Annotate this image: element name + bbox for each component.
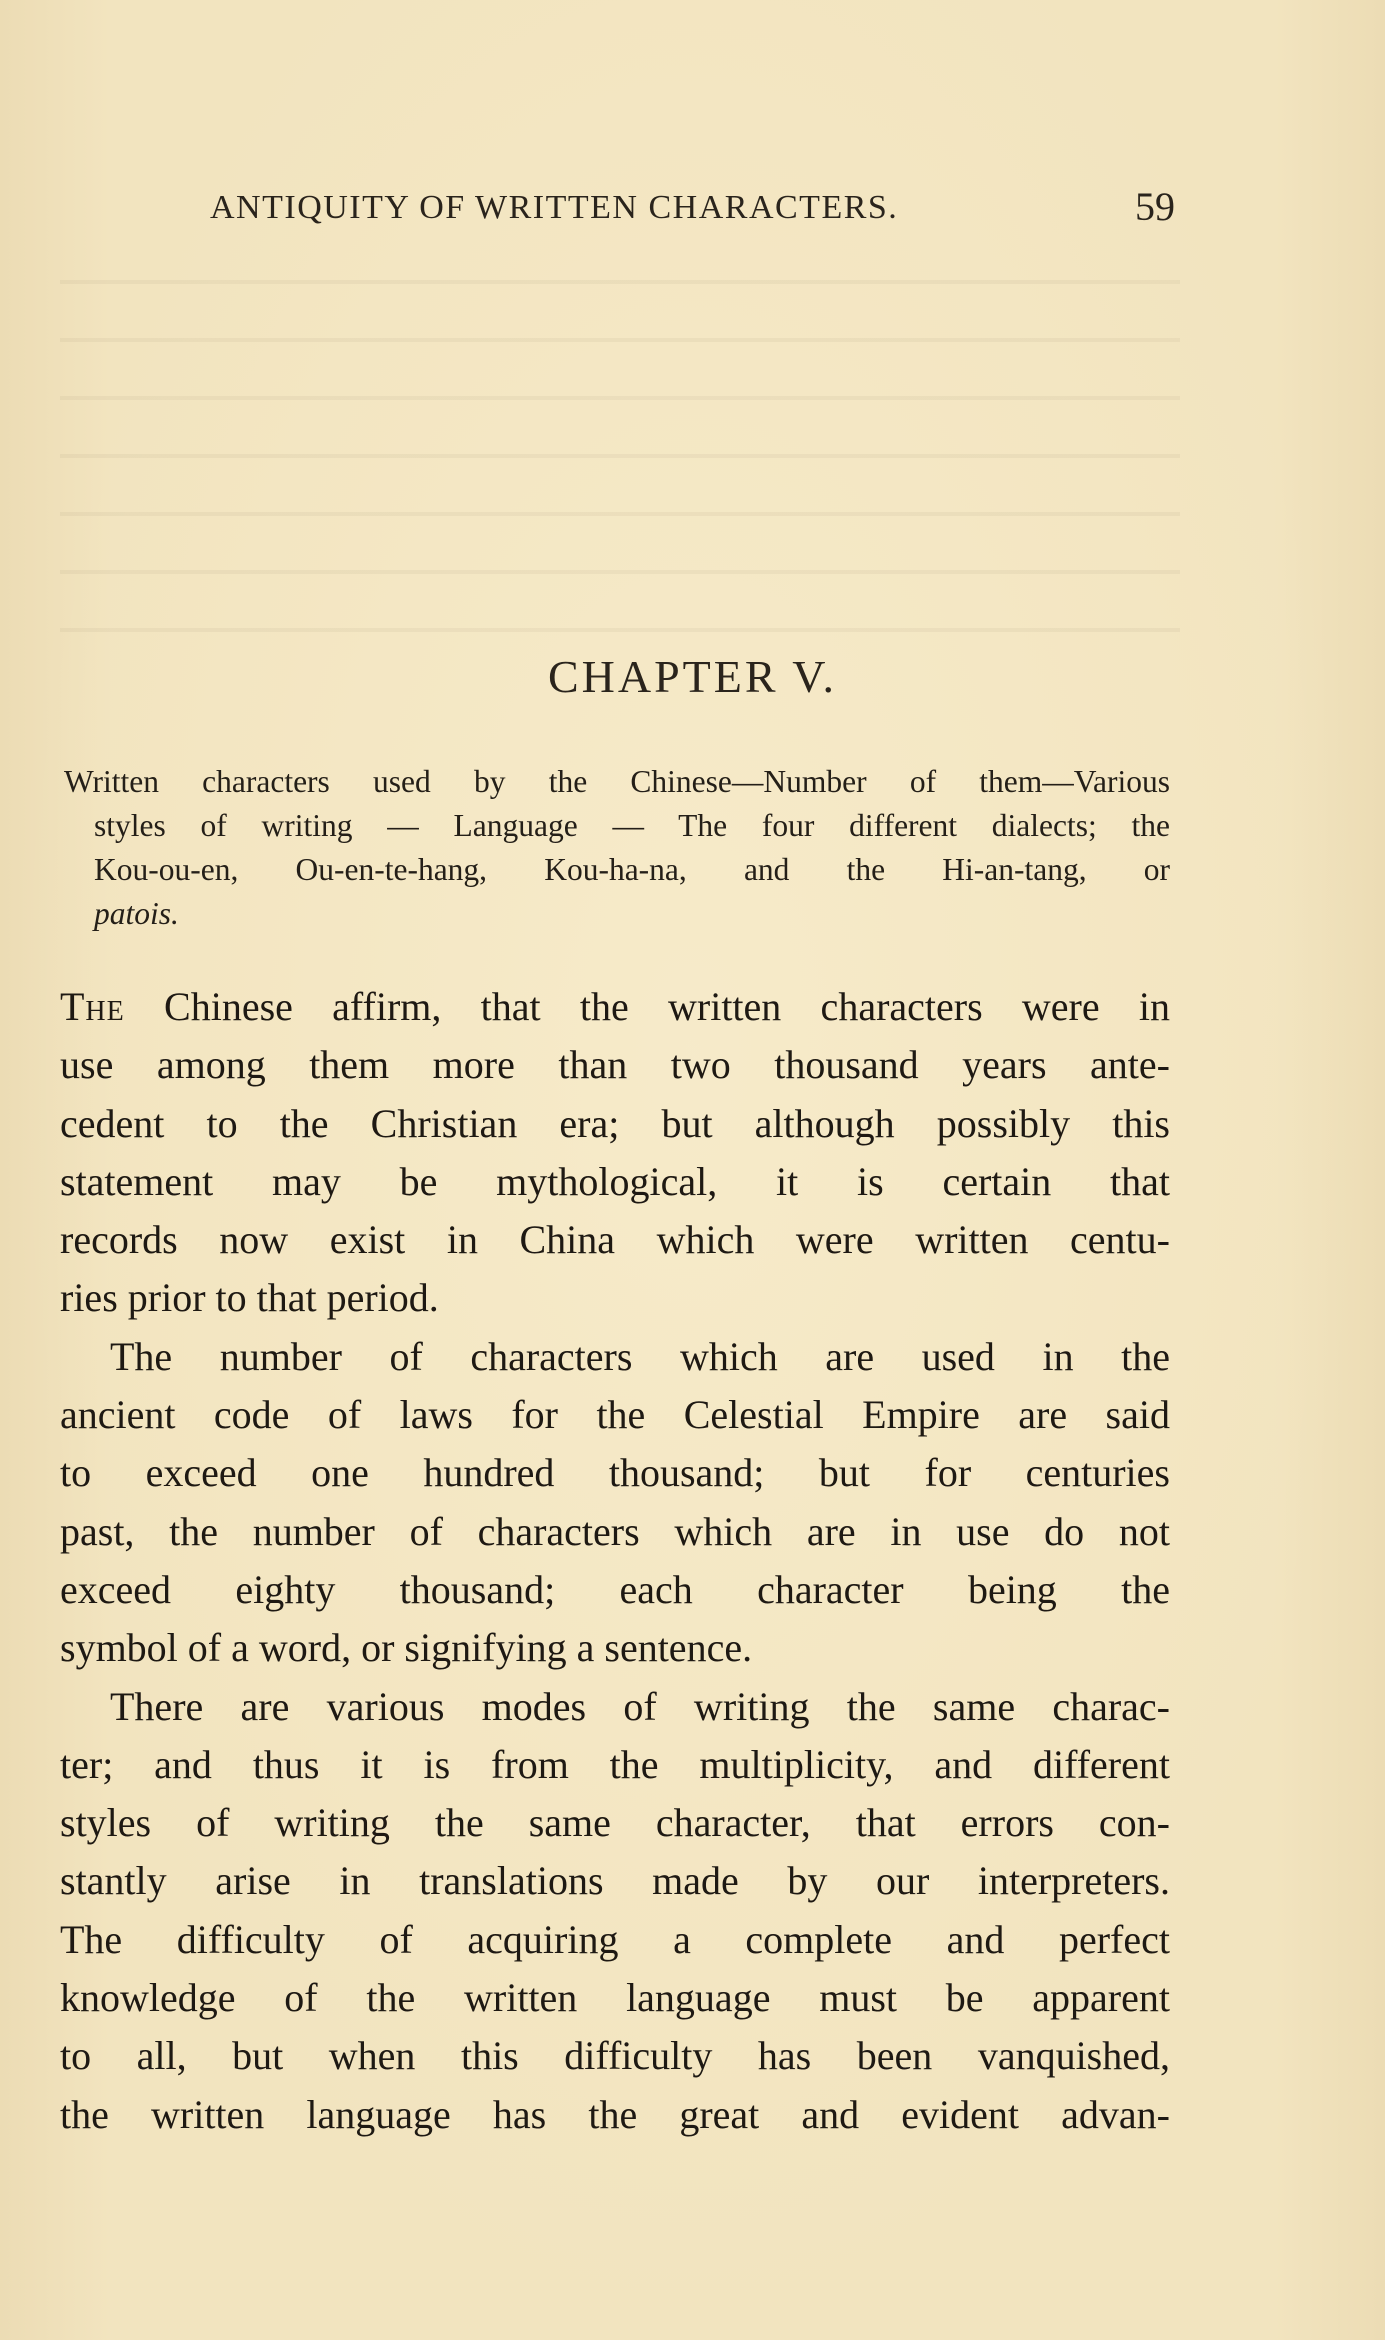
body-line: exceed eighty thousand; each character being the: [60, 1566, 1170, 1612]
body-line: There are various modes of writing the same charac-: [110, 1683, 1170, 1729]
summary-line: patois.: [94, 896, 179, 931]
body-line: styles of writing the same character, that errors con-: [60, 1800, 1170, 1846]
summary-line: Kou-ou-en, Ou-en-te-hang, Kou-ha-na, and the Hi-an-tang, or: [94, 852, 1170, 887]
body-line: use among them more than two thousand years ante-: [60, 1042, 1170, 1088]
page-number: 59: [1135, 184, 1175, 229]
body-line: [60, 978, 1170, 1036]
chapter-summary: [64, 760, 1170, 936]
body-line: to exceed one hundred thousand; but for centuries: [60, 1450, 1170, 1496]
summary-line: Written characters used by the Chinese—Number of them—Various: [64, 764, 1170, 799]
summary-line: styles of writing — Language — The four different dialects; the: [94, 808, 1170, 843]
body-line: The number of characters which are used in the: [110, 1333, 1170, 1379]
body-text: [60, 978, 1170, 2144]
body-line: to all, but when this difficulty has been vanquished,: [60, 2033, 1170, 2079]
body-line: the written language has the great and evident advan-: [60, 2091, 1170, 2137]
body-line: records now exist in China which were written centu-: [60, 1217, 1170, 1263]
body-line: cedent to the Christian era; but although possibly this: [60, 1100, 1170, 1146]
body-line: ter; and thus it is from the multiplicity, and different: [60, 1741, 1170, 1787]
body-line: The difficulty of acquiring a complete and perfect: [60, 1916, 1170, 1962]
body-line: knowledge of the written language must be apparent: [60, 1975, 1170, 2021]
body-line-text: Chinese affirm, that the written characters were in: [124, 984, 1170, 1029]
body-line: ries prior to that period.: [60, 1275, 439, 1321]
body-line: ancient code of laws for the Celestial Empire are said: [60, 1392, 1170, 1438]
body-line: symbol of a word, or signifying a sentence.: [60, 1625, 753, 1671]
opening-word: The: [60, 984, 125, 1029]
running-head: [210, 183, 1175, 243]
running-title: ANTIQUITY OF WRITTEN CHARACTERS.: [210, 189, 899, 226]
chapter-title: CHAPTER V.: [547, 651, 838, 702]
body-line: stantly arise in translations made by our interpreters.: [60, 1858, 1170, 1904]
show-through-texture: [60, 280, 1180, 680]
body-line: past, the number of characters which are in use do not: [60, 1508, 1170, 1554]
body-line: statement may be mythological, it is certain that: [60, 1158, 1170, 1204]
